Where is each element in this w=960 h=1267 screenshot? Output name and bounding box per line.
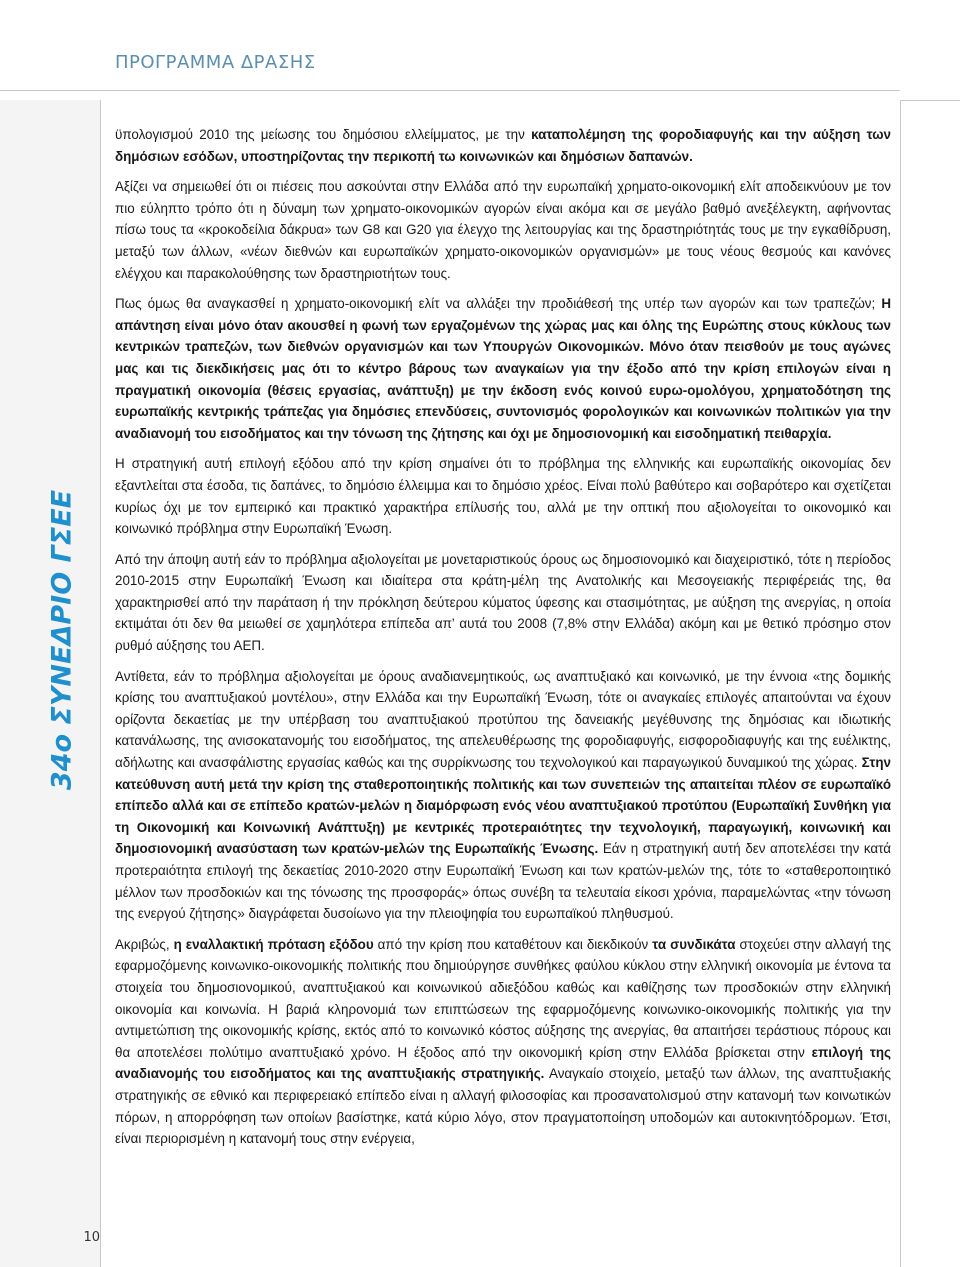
- paragraph: [115, 176, 891, 284]
- bold-text: τα συνδικάτα: [652, 936, 736, 952]
- paragraph: [115, 453, 891, 539]
- header-divider: [0, 90, 900, 91]
- text-run: Από την άποψη αυτή εάν το πρόβλημα αξιολογείται με μονεταριστικούς όρους ως δημοσιονομικό και διαχειριστικό, τότε η περίοδος 2010-2015 στην Ευρωπαϊκή Ένωση και ιδιαίτερα στα κράτη-μέλη της Ανατολικής και Μεσογειακής περιφέρειάς της, θα χαρακτηρισθεί από την παράταση ή την πρόκληση δεύτερου κύματος ύφεσης και στασιμότητας, με αύξηση της ανεργίας, η οποία εκτιμάται ότι δεν θα μειωθεί σε χαμηλότερα επίπεδα απ’ αυτά του 2008 (7,8% στην Ελλάδα) ακόμη και με θετικό πρόσημο στον ρυθμό αύξησης του ΑΕΠ.: [115, 551, 891, 654]
- text-run: ϋπολογισμού 2010 της μείωσης του δημόσιου ελλείμματος, με την: [115, 127, 532, 142]
- text-run: από την κρίση που καταθέτουν και διεκδικούν: [373, 936, 653, 952]
- frame-right-rule: [900, 100, 901, 1267]
- paragraph: [115, 934, 891, 1150]
- text-run: Αξίζει να σημειωθεί ότι οι πιέσεις που ασκούνται στην Ελλάδα από την ευρωπαϊκή χρηματο-οικονομική ελίτ αποδεικνύουν με τον πιο εύληπτο τρόπο ότι η δύναμη των χρηματο-οικονομικών αγορών είναι ακόμα και σε μεγάλο βαθμό ανεξέλεγκτη, αφήνοντας πίσω τους τα «κροκοδείλια δάκρυα» των G8 και G20 για έλεγχο της λειτουργίας και της δραστηριότητάς τους με την εγκαθίδρυση, μεταξύ των άλλων, «νέων διεθνών και ευρωπαϊκών χρηματο-οικονομικών οργανισμών» με τους νέους θεσμούς και κανόνες ελέγχου και παρακολούθησης των δραστηριοτήτων τους.: [115, 179, 891, 281]
- paragraph: [115, 549, 891, 657]
- body-text: [115, 124, 891, 1159]
- text-run: στοχεύει στην αλλαγή της εφαρμοζόμενης κοινωνικο-οικονομικής πολιτικής που δημιούργησε συνθήκες φαύλου κύκλου στην ελληνική οικονομία με έντονα τα στοιχεία του δημοσιονομικού, αναπτυξιακού και κοινωνικού αδιεξόδου καθώς και καθίζησης των προσδοκιών στην ελληνική οικονομία και κοινωνία. Η βαριά κληρονομιά των επιπτώσεων της εφαρμοζόμενης κοινωνικο-οικονομικής πολιτικής για την αντιμετώπιση της οικονομικής κρίσης, εκτός από το κοινωνικό κόστος αύξησης της ανεργίας, θα απαιτήσει τεράστιους πόρους και θα αποτελέσει πολύτιμο αναπτυξιακό χρόνο. Η έξοδος από την οικονομική κρίση στην Ελλάδα βρίσκεται στην: [115, 936, 891, 1060]
- text-run: Η στρατηγική αυτή επιλογή εξόδου από την κρίση σημαίνει ότι το πρόβλημα της ελληνικής και ευρωπαϊκής οικονομίας δεν εξαντλείται στα έσοδα, τις δαπάνες, το δημόσιο έλλειμμα και το δημόσιο χρέος. Είναι πολύ βαθύτερο και σοβαρότερο και σχετίζεται κυρίως όχι με τον εμπειρικό και πρακτικό χαρακτήρα επίλυσής του, αλλά με την οπτική που αξιολογείται το οικονομικό και κοινωνικό πρόβλημα στην Ευρωπαϊκή Ένωση.: [115, 456, 891, 537]
- sidebar-divider: [100, 100, 101, 1267]
- bold-text: Στην κατεύθυνση αυτή μετά την κρίση της σταθεροποιητικής πολιτικής και των συνεπειών της απαιτείται πλέον σε ευρωπαϊκό επίπεδο αλλά και σε επίπεδο κρατών-μελών η διαμόρφωση ενός νέου αναπτυξιακού προτύπου (Ευρωπαϊκή Συνθήκη για τη Οικονομική και Κοινωνική Ανάπτυξη) με κεντρικές προτεραιότητες την τεχνολογική, παραγωγική, κοινωνική και δημοσιονομική ανασύσταση των κρατών-μελών της Ευρωπαϊκής Ένωσης.: [115, 755, 891, 857]
- page-number: 10: [83, 1230, 100, 1245]
- text-run: Αναγκαίο στοιχείο, μεταξύ των άλλων, της αναπτυξιακής στρατηγικής σε εθνικό και περιφερειακό επίπεδο είναι η αλλαγή φιλοσοφίας και προσανατολισμού στην κατανομή των κοινωτικών πόρων, η απορρόφηση των οποίων βασίστηκε, κατά κύριο λόγο, στον πραγματοποίηση υποδομών και αυτοκινητόδρομων. Έτσι, είναι περιορισμένη η κατανομή τους στην ενέργεια,: [115, 1066, 891, 1147]
- paragraph: [115, 124, 891, 167]
- paragraph: [115, 666, 891, 925]
- bold-text: επιλογή της αναδιανομής του εισοδήματος και της αναπτυξιακής στρατηγικής.: [115, 1044, 891, 1082]
- bold-text: η εναλλακτική πρόταση εξόδου: [173, 936, 374, 952]
- frame-corner-top: [900, 100, 960, 101]
- text-run: Αντίθετα, εάν το πρόβλημα αξιολογείται με όρους αναδιανεμητικούς, ως αναπτυξιακό και κοινωνικό, με την έννοια «της δομικής κρίσης του αναπτυξιακού μοντέλου», στην Ελλάδα και την Ευρωπαϊκή Ένωση, τότε οι αναγκαίες επιλογές απαιτούνται να έχουν ορίζοντα δεκαετίας με την υπέρβαση του αναπτυξιακού προτύπου της δανειακής μεγέθυνσης της δημόσιας και ιδιωτικής κατανάλωσης, της ανισοκατανομής του εισοδήματος, της απελευθέρωσης της φοροδιαφυγής, εισφοροδιαφυγής και της ευέλικτης, αδήλωτης και ανασφάλιστης εργασίας καθώς και της συρρίκνωσης του τεχνολογικού και παραγωγικού δυναμικού της χώρας.: [115, 668, 891, 771]
- text-run: Πως όμως θα αναγκασθεί η χρηματο-οικονομική ελίτ να αλλάξει την προδιάθεσή της υπέρ των αγορών και των τραπεζών;: [115, 296, 882, 312]
- congress-label: 34ο ΣΥΝΕΔΡΙΟ ΓΣΕΕ: [46, 489, 78, 791]
- paragraph: [115, 293, 891, 444]
- section-title: ΠΡΟΓΡΑΜΜΑ ΔΡΑΣΗΣ: [115, 52, 316, 73]
- bold-text: Η απάντηση είναι μόνο όταν ακουσθεί η φωνή των εργαζομένων της χώρας μας και όλης της Ευρώπης στους κύκλους των κεντρικών τραπεζών, των διεθνών οργανισμών και των Υπουργών Οικονομικών. Μόνο όταν πεισθούν με τους αγώνες μας και τις διεκδικήσεις μας ότι το κέντρο βάρους των αναγκαίων για την έξοδο από την κρίση επιλογών είναι η πραγματική οικονομία (θέσεις εργασίας, ανάπτυξη) με την έκδοση ενός κοινού ευρω-ομολόγου, χρηματοδότηση της ευρωπαϊκής κεντρικής τράπεζας για δημόσιες επενδύσεις, συντονισμός φορολογικών και κοινωνικών πολιτικών για την αναδιανομή του εισοδήματος και την τόνωση της ζήτησης και όχι με δημοσιονομική και εισοδηματική πειθαρχία.: [115, 296, 891, 441]
- text-run: Ακριβώς,: [115, 936, 174, 952]
- text-run: Εάν η στρατηγική αυτή δεν αποτελέσει την κατά προτεραιότητα επιλογή της δεκαετίας 2010-2020 στην Ευρωπαϊκή Ένωση και των κρατών-μελών της, τότε το «σταθεροποιητικό μέλλον των προσδοκιών και της τόνωσης της προσφοράς» όπως συνέβη τα τελευταία είκοσι χρόνια, παραμελώντας «την τόνωση της ενεργού ζήτησης» διαγράφεται δυσοίωνο για την πλειοψηφία του ευρωπαϊκού πληθυσμού.: [115, 841, 891, 922]
- bold-text: καταπολέμηση της φοροδιαφυγής και την αύξηση των δημόσιων εσόδων, υποστηρίζοντας την περικοπή τω κοινωνικών και δημόσιων δαπανών.: [115, 127, 891, 164]
